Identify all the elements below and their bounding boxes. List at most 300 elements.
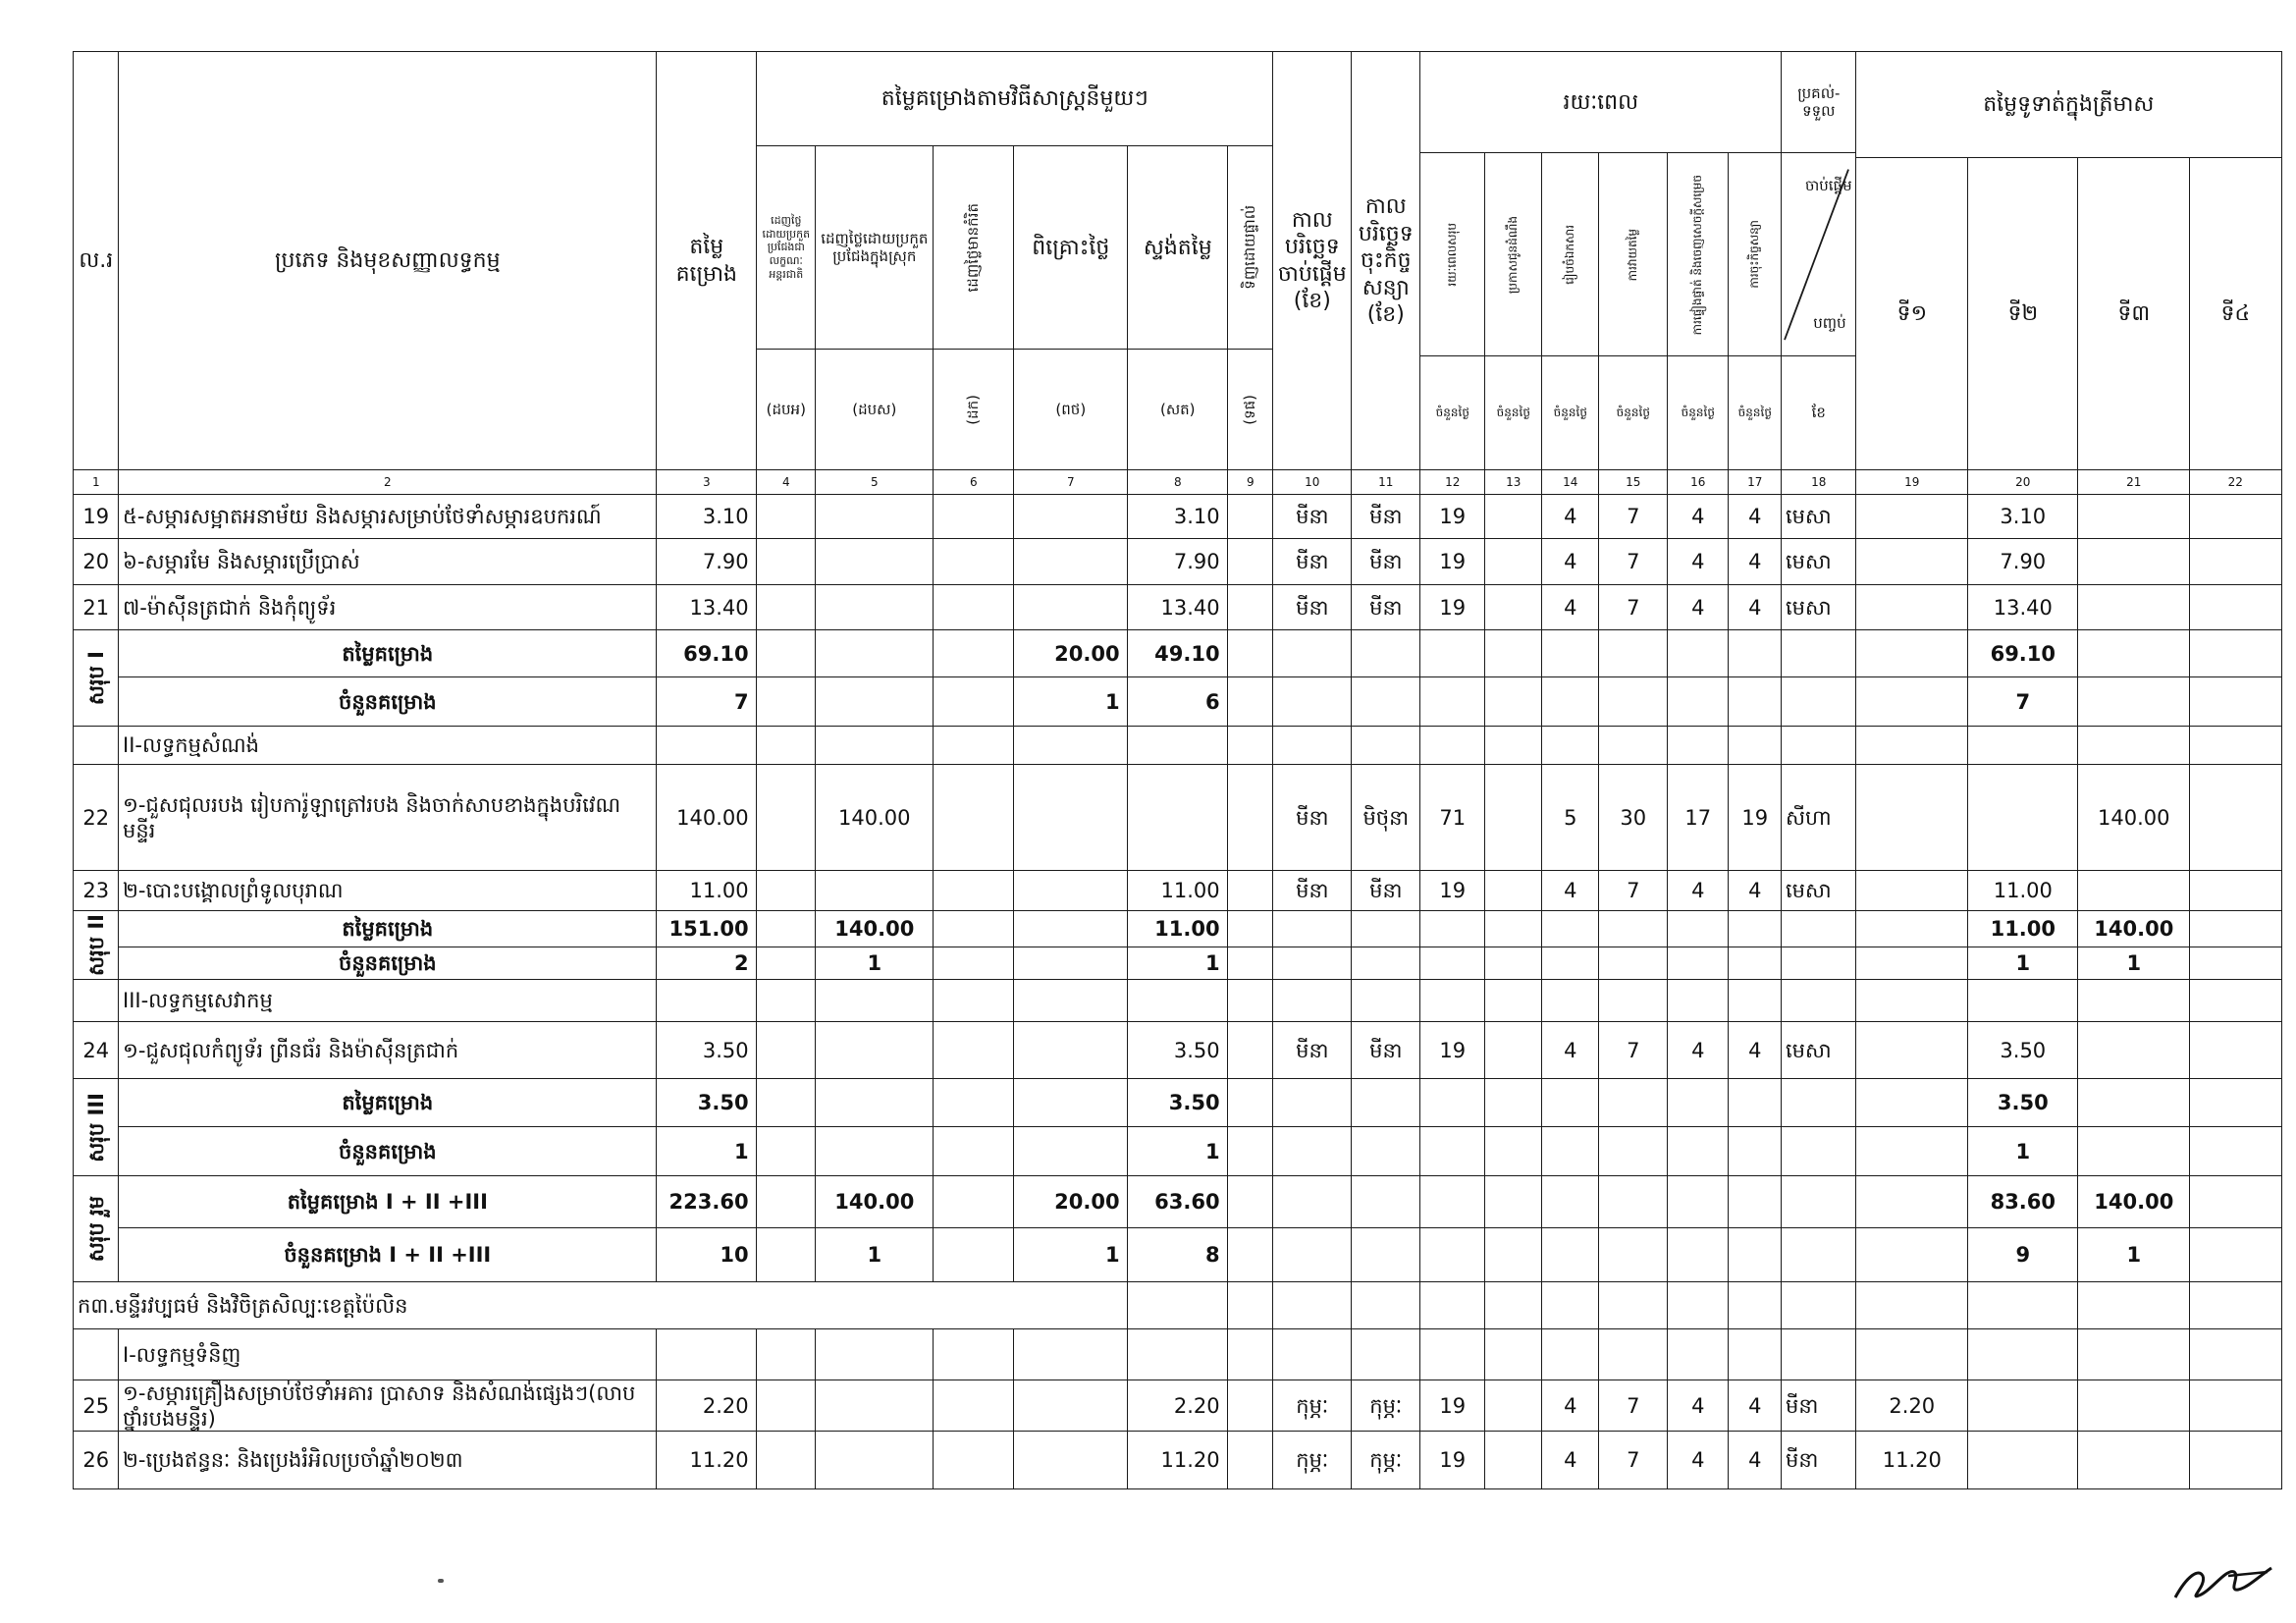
subtotal-icb	[756, 1126, 817, 1177]
subtotal-empty	[1484, 1175, 1543, 1229]
row-shop-text: 11.20	[1160, 1447, 1220, 1472]
section-goods-empty	[1541, 1328, 1600, 1381]
header-m-shop	[1127, 145, 1229, 351]
row-est	[656, 1021, 758, 1080]
subtotal-empty	[1541, 1175, 1600, 1229]
subtotal-q2	[1967, 676, 2079, 728]
header-day-count-d3	[1541, 355, 1600, 471]
section-services	[118, 979, 658, 1023]
header-day-count-d1	[1419, 355, 1486, 471]
subtotal-nego	[1013, 1175, 1129, 1229]
col-number	[1855, 469, 1969, 496]
row-q1	[1855, 764, 1969, 872]
row-d-total-text: 71	[1439, 805, 1467, 830]
row-q3	[2077, 494, 2191, 540]
subtotal-empty	[1351, 1227, 1421, 1283]
col-number	[656, 469, 758, 496]
row-d-notice	[1484, 494, 1543, 540]
row-d-eval-text: 7	[1627, 550, 1640, 574]
row-d-sign	[1728, 494, 1783, 540]
row-no-text: 20	[82, 550, 110, 574]
subtotal-shop-text: 49.10	[1154, 641, 1220, 666]
subtotal-shop-text: 1	[1204, 951, 1220, 976]
institution-empty	[1351, 1281, 1421, 1330]
subtotal-empty	[1484, 1078, 1543, 1128]
row-d-verify	[1667, 764, 1730, 872]
header-duration-d1-text: រយៈពេលសរុប	[1445, 222, 1460, 287]
col-number	[1419, 469, 1486, 496]
header-day-count-d4	[1598, 355, 1669, 471]
section-construction-empty	[815, 726, 934, 766]
row-delivery-text: មេសា	[1786, 505, 1832, 529]
row-q3	[2077, 1431, 2191, 1489]
header-duration-text: រយៈពេល	[1563, 89, 1639, 115]
subtotal-caption	[118, 1175, 658, 1229]
row-d-prep-text: 4	[1564, 505, 1577, 529]
subtotal-q3	[2077, 676, 2191, 728]
row-d-eval-text: 7	[1627, 505, 1640, 529]
signature-mark	[2169, 1546, 2277, 1605]
row-d-total-text: 19	[1439, 550, 1467, 574]
subtotal-icb	[756, 1227, 817, 1283]
row-nego	[1013, 584, 1129, 631]
row-icb	[756, 1380, 817, 1433]
subtotal-caption-text: ចំនួនគម្រោង	[339, 1139, 437, 1163]
header-quarter-q4	[2189, 157, 2282, 471]
row-desc-text: ៧-ម៉ាស៊ីនត្រជាក់ និងកុំព្យូទ័រ	[123, 595, 337, 620]
row-est-text: 3.10	[702, 505, 749, 529]
header-m-shop-text: ស្ទង់តម្លៃ	[1143, 235, 1212, 260]
row-shop	[1127, 538, 1229, 586]
row-q3	[2077, 870, 2191, 912]
header-quarter-q1	[1855, 157, 1969, 471]
section-construction-empty	[2189, 726, 2282, 766]
subtotal-empty	[1667, 1078, 1730, 1128]
institution-empty	[1967, 1281, 2079, 1330]
subtotal-empty	[1272, 1078, 1353, 1128]
row-d-total	[1419, 870, 1486, 912]
row-d-prep	[1541, 1380, 1600, 1433]
row-contract-text: កុម្ភៈ	[1369, 1393, 1403, 1418]
section-goods-empty	[1013, 1328, 1129, 1381]
row-d-sign-text: 4	[1748, 1393, 1762, 1418]
row-d-verify-text: 4	[1691, 1038, 1705, 1062]
subtotal-label-text: សរុប រួម	[83, 1196, 108, 1263]
subtotal-nego-text: 1	[1104, 689, 1120, 714]
institution-empty	[1227, 1281, 1274, 1330]
subtotal-empty	[1598, 629, 1669, 678]
header-quarter-q2	[1967, 157, 2079, 471]
row-d-sign	[1728, 1021, 1783, 1080]
row-q3	[2077, 538, 2191, 586]
row-lcb	[933, 1021, 1015, 1080]
subtotal-ncb	[815, 676, 934, 728]
col-number	[73, 469, 120, 496]
section-construction-empty	[1272, 726, 1353, 766]
institution-empty	[2189, 1281, 2282, 1330]
col-number-text: 15	[1626, 474, 1641, 489]
row-icb	[756, 538, 817, 586]
section-construction-empty	[1484, 726, 1543, 766]
row-d-verify	[1667, 1431, 1730, 1489]
row-delivery-text: មេសា	[1786, 1038, 1832, 1062]
subtotal-est	[656, 676, 758, 728]
section-services-text: III-លទ្ធកម្មសេវាកម្ម	[123, 989, 273, 1013]
row-d-sign-text: 4	[1748, 595, 1762, 620]
row-d-eval	[1598, 1431, 1669, 1489]
row-d-prep-text: 4	[1564, 1447, 1577, 1472]
subtotal-empty	[1419, 1175, 1486, 1229]
header-day-count-d2-text: ចំនួនថ្ងៃ	[1496, 406, 1530, 420]
col-number	[933, 469, 1015, 496]
subtotal-shop	[1127, 1227, 1229, 1283]
row-q4	[2189, 764, 2282, 872]
subtotal-est	[656, 1227, 758, 1283]
section-construction-empty	[1855, 726, 1969, 766]
subtotal-empty	[1227, 1175, 1274, 1229]
row-start	[1272, 1021, 1353, 1080]
col-number	[1484, 469, 1543, 496]
row-est-text: 7.90	[702, 550, 749, 574]
section-construction-empty	[756, 726, 817, 766]
subtotal-caption	[118, 629, 658, 678]
subtotal-lcb	[933, 1078, 1015, 1128]
row-d-prep-text: 4	[1564, 1038, 1577, 1062]
row-lcb	[933, 538, 1015, 586]
header-delivery-split	[1781, 152, 1857, 357]
row-d-eval-text: 7	[1627, 1393, 1640, 1418]
header-payment	[1855, 51, 2282, 159]
row-q2-text: 3.50	[2000, 1038, 2047, 1062]
header-day-count-d5	[1667, 355, 1730, 471]
row-d-eval-text: 7	[1627, 595, 1640, 620]
header-quarter-q2-text: ទី២	[2007, 301, 2039, 327]
row-desc-text: ១-ជួសជុលកំព្យូទ័រ ព្រីនធ័រ និងម៉ាស៊ីនត្រជាក់	[123, 1038, 459, 1062]
row-d-prep	[1541, 764, 1600, 872]
row-lcb	[933, 870, 1015, 912]
subtotal-empty	[1728, 947, 1783, 981]
row-no	[73, 1021, 120, 1080]
row-d-verify	[1667, 1021, 1730, 1080]
subtotal-shop	[1127, 1126, 1229, 1177]
institution-empty	[1272, 1281, 1353, 1330]
row-q1	[1855, 584, 1969, 631]
col-number	[1013, 469, 1129, 496]
subtotal-empty	[1419, 1078, 1486, 1128]
subtotal-empty	[1598, 910, 1669, 948]
row-d-total	[1419, 538, 1486, 586]
col-number	[118, 469, 658, 496]
section-services-no	[73, 979, 120, 1023]
row-d-prep	[1541, 1431, 1600, 1489]
row-direct	[1227, 1380, 1274, 1433]
header-m-direct	[1227, 145, 1274, 351]
subtotal-caption	[118, 1126, 658, 1177]
subtotal-empty	[1484, 629, 1543, 678]
row-est	[656, 1380, 758, 1433]
col-number	[756, 469, 817, 496]
subtotal-est-text: 223.60	[668, 1190, 749, 1215]
subtotal-empty	[1541, 947, 1600, 981]
header-duration-d1	[1419, 152, 1486, 357]
subtotal-caption-text: តម្លៃគម្រោង I + II +III	[287, 1190, 488, 1215]
row-ncb	[815, 538, 934, 586]
row-no-text: 26	[82, 1447, 110, 1472]
header-type-text: ប្រភេទ និងមុខសញ្ញាលទ្ធកម្ម	[275, 248, 501, 274]
row-q2-text: 11.00	[1993, 879, 2053, 903]
row-desc	[118, 584, 658, 631]
col-number-text: 1	[91, 474, 100, 489]
subtotal-nego	[1013, 676, 1129, 728]
subtotal-q3-text: 1	[2126, 1243, 2142, 1268]
subtotal-empty	[1351, 1175, 1421, 1229]
subtotal-q2-text: 1	[2015, 1139, 2031, 1163]
subtotal-empty	[1272, 947, 1353, 981]
section-services-empty	[1419, 979, 1486, 1023]
subtotal-nego	[1013, 910, 1129, 948]
row-contract-text: មិថុនា	[1362, 805, 1410, 830]
subtotal-empty	[1351, 947, 1421, 981]
section-services-empty	[933, 979, 1015, 1023]
section-goods-empty	[1855, 1328, 1969, 1381]
section-services-empty	[1667, 979, 1730, 1023]
subtotal-lcb	[933, 1126, 1015, 1177]
subtotal-ncb	[815, 1126, 934, 1177]
header-methods-text: តម្លៃគម្រោងតាមវិធីសាស្ត្រនីមួយៗ	[881, 86, 1148, 112]
subtotal-shop-text: 6	[1204, 689, 1220, 714]
row-d-total-text: 19	[1439, 1038, 1467, 1062]
subtotal-empty	[1667, 629, 1730, 678]
subtotal-ncb-text: 140.00	[834, 917, 915, 942]
row-no	[73, 764, 120, 872]
row-no	[73, 870, 120, 912]
subtotal-label	[73, 629, 120, 728]
row-shop-text: 3.50	[1173, 1038, 1220, 1062]
subtotal-q4	[2189, 1175, 2282, 1229]
section-services-empty	[1351, 979, 1421, 1023]
header-m-nego-text: ពិគ្រោះថ្លៃ	[1032, 235, 1110, 260]
row-est	[656, 764, 758, 872]
row-delivery-text: មេសា	[1786, 879, 1832, 903]
section-goods-empty	[1419, 1328, 1486, 1381]
subtotal-empty	[1728, 1227, 1783, 1283]
section-goods-empty	[656, 1328, 758, 1381]
subtotal-icb	[756, 910, 817, 948]
subtotal-icb	[756, 1078, 817, 1128]
row-q2	[1967, 538, 2079, 586]
row-desc	[118, 764, 658, 872]
row-d-notice	[1484, 538, 1543, 586]
subtotal-est	[656, 1175, 758, 1229]
row-d-prep	[1541, 870, 1600, 912]
col-number	[1598, 469, 1669, 496]
subtotal-q2	[1967, 947, 2079, 981]
row-start-text: មីនា	[1296, 879, 1329, 903]
subtotal-shop	[1127, 1078, 1229, 1128]
col-number-text: 16	[1690, 474, 1706, 489]
header-month	[1781, 355, 1857, 471]
row-start-text: មីនា	[1296, 595, 1329, 620]
row-delivery	[1781, 764, 1857, 872]
header-c-shop	[1127, 349, 1229, 471]
subtotal-shop-text: 8	[1204, 1243, 1220, 1268]
subtotal-q4	[2189, 676, 2282, 728]
col-number	[1781, 469, 1857, 496]
row-icb	[756, 764, 817, 872]
row-est-text: 2.20	[702, 1393, 749, 1418]
header-c-direct	[1227, 349, 1274, 471]
col-number-text: 5	[870, 474, 879, 489]
row-no	[73, 1431, 120, 1489]
header-duration-d6-text: ការចុះកិច្ចសន្យា	[1747, 220, 1762, 290]
subtotal-empty	[1541, 1126, 1600, 1177]
row-d-sign-text: 4	[1748, 1038, 1762, 1062]
header-c-direct-text: (ទផ)	[1241, 394, 1259, 425]
row-q1	[1855, 1021, 1969, 1080]
subtotal-q3-text: 1	[2126, 951, 2142, 976]
header-c-nego-text: (ពថ)	[1055, 400, 1087, 418]
subtotal-ncb	[815, 1227, 934, 1283]
header-duration-d5-text: ការផ្ទៀងផ្ទាត់ និងចេញសេចក្តីសម្រេច	[1690, 174, 1705, 335]
row-no-text: 22	[82, 805, 110, 830]
header-m-ncb-text: ដេញថ្លៃដោយប្រកួតប្រជែងក្នុងស្រុក	[821, 229, 929, 266]
row-delivery	[1781, 1021, 1857, 1080]
row-desc	[118, 538, 658, 586]
header-start-period-text: កាលបរិច្ឆេទចាប់ផ្តើម (ខែ)	[1277, 207, 1347, 314]
row-contract	[1351, 1380, 1421, 1433]
subtotal-q4	[2189, 629, 2282, 678]
header-m-lcb-text: ដេញថ្លៃមានកំរិត	[964, 203, 983, 293]
header-contract-period	[1351, 51, 1421, 471]
subtotal-q4	[2189, 1078, 2282, 1128]
row-q3	[2077, 1380, 2191, 1433]
subtotal-empty	[1227, 910, 1274, 948]
subtotal-caption	[118, 947, 658, 981]
row-d-verify	[1667, 494, 1730, 540]
row-q1-text: 11.20	[1882, 1447, 1942, 1472]
subtotal-caption-text: ចំនួនគម្រោង I + II +III	[284, 1243, 492, 1268]
header-payment-text: តម្លៃទូទាត់ក្នុងត្រីមាស	[1983, 92, 2155, 118]
subtotal-empty	[1541, 910, 1600, 948]
subtotal-q3	[2077, 629, 2191, 678]
row-q4	[2189, 494, 2282, 540]
row-d-verify-text: 4	[1691, 1447, 1705, 1472]
subtotal-empty	[1419, 1227, 1486, 1283]
header-day-count-d1-text: ចំនួនថ្ងៃ	[1435, 406, 1469, 420]
row-start-text: មីនា	[1296, 550, 1329, 574]
subtotal-q3	[2077, 1078, 2191, 1128]
section-construction-no	[73, 726, 120, 766]
subtotal-empty	[1598, 947, 1669, 981]
col-number	[1351, 469, 1421, 496]
row-d-eval-text: 30	[1620, 805, 1647, 830]
section-construction-empty	[656, 726, 758, 766]
row-contract-text: មីនា	[1369, 1038, 1403, 1062]
col-number-text: 2	[383, 474, 392, 489]
subtotal-lcb	[933, 910, 1015, 948]
section-services-empty	[1728, 979, 1783, 1023]
subtotal-empty	[1227, 1126, 1274, 1177]
subtotal-empty	[1728, 1078, 1783, 1128]
institution-empty	[1781, 1281, 1857, 1330]
row-d-eval	[1598, 1021, 1669, 1080]
col-number	[2077, 469, 2191, 496]
row-desc	[118, 1431, 658, 1489]
col-number-text: 21	[2126, 474, 2142, 489]
subtotal-empty	[1351, 676, 1421, 728]
row-start-text: កុម្ភៈ	[1296, 1447, 1329, 1472]
col-number	[815, 469, 934, 496]
subtotal-q4	[2189, 1227, 2282, 1283]
row-q2	[1967, 494, 2079, 540]
row-no	[73, 494, 120, 540]
subtotal-empty	[1598, 676, 1669, 728]
row-no	[73, 584, 120, 631]
subtotal-est	[656, 1078, 758, 1128]
row-d-eval	[1598, 1380, 1669, 1433]
subtotal-nego	[1013, 1078, 1129, 1128]
subtotal-q4	[2189, 1126, 2282, 1177]
institution-empty	[1598, 1281, 1669, 1330]
subtotal-empty	[1227, 676, 1274, 728]
subtotal-nego	[1013, 1126, 1129, 1177]
subtotal-caption-text: តម្លៃគម្រោង	[342, 917, 434, 942]
subtotal-empty	[1781, 1175, 1857, 1229]
row-no	[73, 1380, 120, 1433]
row-contract	[1351, 1021, 1421, 1080]
row-direct	[1227, 538, 1274, 586]
row-direct	[1227, 764, 1274, 872]
row-d-verify-text: 4	[1691, 1393, 1705, 1418]
header-day-count-d5-text: ចំនួនថ្ងៃ	[1681, 406, 1715, 420]
subtotal-empty	[1272, 1126, 1353, 1177]
col-number-text: 14	[1563, 474, 1578, 489]
row-direct	[1227, 584, 1274, 631]
institution-empty	[2077, 1281, 2191, 1330]
row-d-prep-text: 5	[1564, 805, 1577, 830]
subtotal-lcb	[933, 629, 1015, 678]
col-number-text: 19	[1904, 474, 1920, 489]
subtotal-empty	[1484, 910, 1543, 948]
col-number-text: 11	[1378, 474, 1394, 489]
row-d-total-text: 19	[1439, 879, 1467, 903]
subtotal-empty	[1781, 676, 1857, 728]
row-d-verify-text: 4	[1691, 879, 1705, 903]
row-shop	[1127, 1380, 1229, 1433]
subtotal-empty	[1781, 1078, 1857, 1128]
row-start-text: មីនា	[1296, 805, 1329, 830]
subtotal-icb	[756, 676, 817, 728]
subtotal-est	[656, 947, 758, 981]
row-d-verify	[1667, 584, 1730, 631]
subtotal-icb	[756, 947, 817, 981]
subtotal-q3	[2077, 910, 2191, 948]
header-duration-d5	[1667, 152, 1730, 357]
row-direct	[1227, 870, 1274, 912]
subtotal-shop-text: 63.60	[1154, 1190, 1220, 1215]
col-number-text: 22	[2227, 474, 2243, 489]
header-delivery-start: ចាប់ផ្តើម	[1804, 177, 1852, 194]
row-start-text: មីនា	[1296, 505, 1329, 529]
subtotal-caption	[118, 1227, 658, 1283]
row-delivery	[1781, 584, 1857, 631]
subtotal-shop-text: 1	[1204, 1139, 1220, 1163]
row-ncb	[815, 1431, 934, 1489]
row-q2-text: 7.90	[2000, 550, 2047, 574]
row-d-sign-text: 19	[1741, 805, 1769, 830]
subtotal-empty	[1667, 676, 1730, 728]
section-construction-empty	[1419, 726, 1486, 766]
